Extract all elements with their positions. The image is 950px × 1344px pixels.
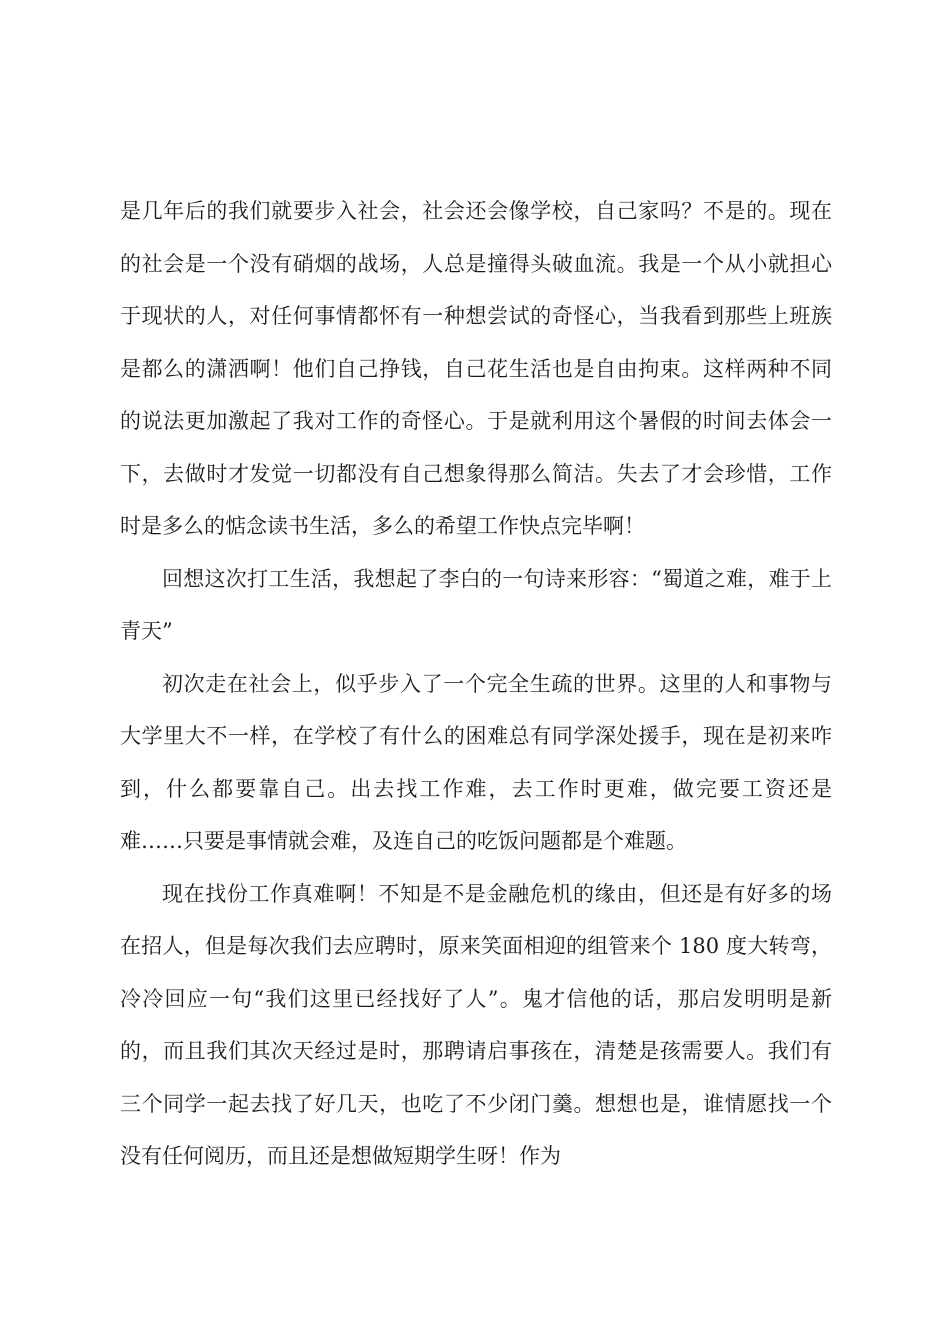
paragraph-4: 现在找份工作真难啊！不知是不是金融危机的缘由，但还是有好多的场在招人，但是每次我们去应聘时，原来笑面相迎的组管来个 180 度大转弯，冷冷回应一句“我们这里已经找好了人”。鬼才信他的话，那启发明明是新的，而且我们其次天经过是时，那聘请启事孩在，清楚是孩需要人。我们有三个同学一起去找了好几天，也吃了不少闭门羹。想想也是，谁情愿找一个没有任何阅历，而且还是想做短期学生呀！作为 (120, 881, 832, 1168)
paragraph-3: 初次走在社会上，似乎步入了一个完全生疏的世界。这里的人和事物与大学里大不一样，在学校了有什么的困难总有同学深处援手，现在是初来咋到，什么都要靠自己。出去找工作难，去工作时更难，做完要工资还是难……只要是事情就会难，及连自己的吃饭问题都是个难题。 (120, 671, 832, 853)
paragraph-2: 回想这次打工生活，我想起了李白的一句诗来形容：“蜀道之难，难于上青天” (120, 566, 832, 643)
paragraph-1: 是几年后的我们就要步入社会，社会还会像学校，自己家吗？不是的。现在的社会是一个没有硝烟的战场，人总是撞得头破血流。我是一个从小就担心于现状的人，对任何事情都怀有一种想尝试的奇怪心，当我看到那些上班族是都么的潇洒啊！他们自己挣钱，自己花生活也是自由拘束。这样两种不同的说法更加激起了我对工作的奇怪心。于是就利用这个暑假的时间去体会一下，去做时才发觉一切都没有自己想象得那么简洁。失去了才会珍惜，工作时是多么的惦念读书生活，多么的希望工作快点完毕啊！ (120, 199, 832, 538)
document-body (120, 185, 832, 1183)
